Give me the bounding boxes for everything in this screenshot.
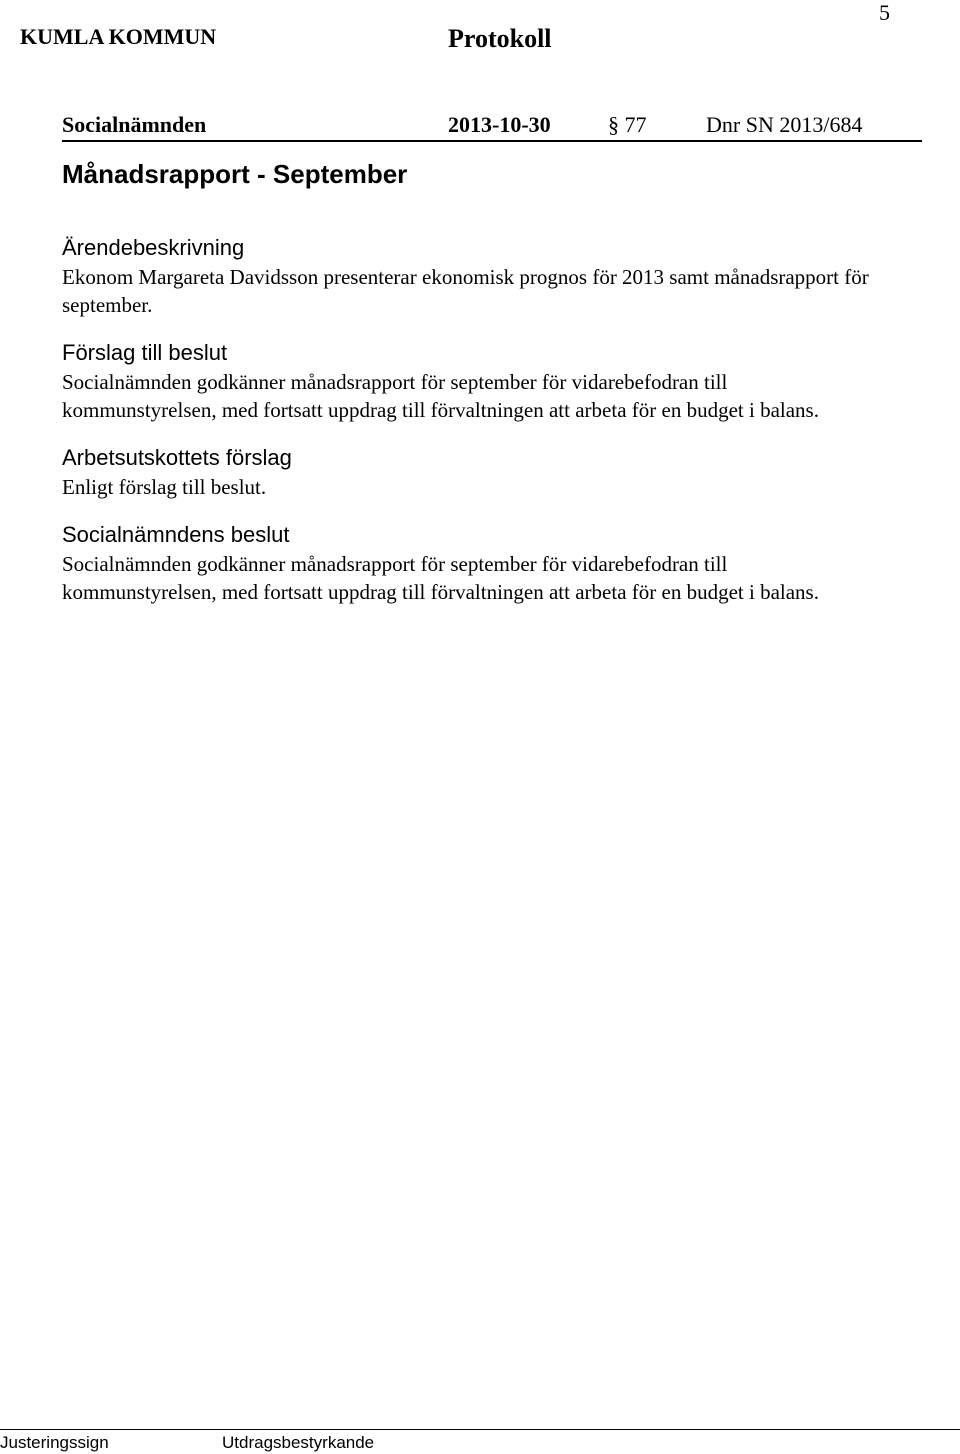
section-heading: Socialnämndens beslut: [62, 522, 290, 547]
section-description: [62, 234, 882, 319]
paragraph-value: 77: [624, 112, 647, 137]
diary-number: Dnr SN 2013/684: [706, 112, 863, 137]
document-body: [62, 158, 882, 626]
section-text: Socialnämnden godkänner månadsrapport för september för vidarebefodran till kommunstyrelsen, med fortsatt uppdrag till förvaltningen att arbeta för en budget i balans.: [62, 552, 819, 604]
paragraph-sign: §: [608, 112, 619, 137]
section-decision: [62, 521, 882, 606]
page-number: 5: [879, 0, 890, 25]
section-text: Ekonom Margareta Davidsson presenterar ekonomisk prognos för 2013 samt månadsrapport för september.: [62, 265, 869, 317]
organization-name: KUMLA KOMMUN: [20, 24, 217, 49]
section-text: Enligt förslag till beslut.: [62, 475, 267, 499]
section-heading: Ärendebeskrivning: [62, 235, 245, 260]
section-working-committee: [62, 444, 882, 501]
committee-name: Socialnämnden: [62, 112, 207, 137]
paragraph-number: [608, 112, 647, 138]
meeting-date: 2013-10-30: [448, 112, 551, 137]
section-heading: Arbetsutskottets förslag: [62, 445, 292, 470]
footer-extract-label: Utdragsbestyrkande: [222, 1433, 375, 1452]
footer-signature-label: Justeringssign: [0, 1433, 109, 1452]
protocol-meta-row: [62, 112, 922, 142]
footer-divider: [0, 1429, 960, 1430]
section-heading: Förslag till beslut: [62, 340, 228, 365]
section-text: Socialnämnden godkänner månadsrapport för september för vidarebefodran till kommunstyrelsen, med fortsatt uppdrag till förvaltningen att arbeta för en budget i balans.: [62, 370, 819, 422]
document-title: Månadsrapport - September: [62, 159, 408, 189]
document-type: Protokoll: [448, 24, 552, 53]
section-proposal: [62, 339, 882, 424]
